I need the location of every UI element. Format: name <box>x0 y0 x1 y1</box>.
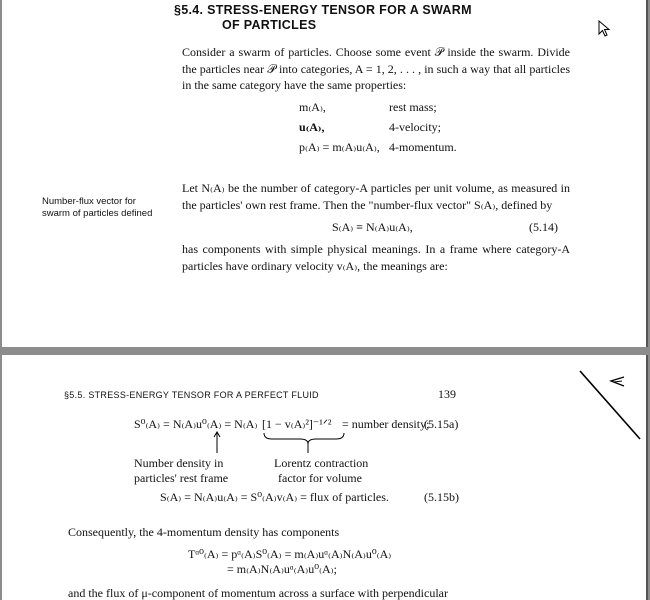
property-symbol-momentum: p₍A₎ = m₍A₎u₍A₎, <box>299 140 380 154</box>
top-page <box>2 0 648 347</box>
annotation-left-line2: particles' rest frame <box>134 471 229 485</box>
annotation-left-line1: Number density in <box>134 456 224 470</box>
equation-5-14: S₍A₎ ≡ N₍A₎u₍A₎, <box>332 220 413 234</box>
running-head: §5.5. STRESS-ENERGY TENSOR FOR A PERFECT FLUID <box>64 390 319 400</box>
mouse-cursor-icon <box>598 20 612 38</box>
property-symbol-mass: m₍A₎, <box>299 100 326 114</box>
equation-5-15a-lhs: S⁰₍A₎ = N₍A₎u⁰₍A₎ = N₍A₎ <box>134 417 258 431</box>
annotation-right-line1: Lorentz contraction <box>274 456 369 470</box>
paragraph-2: Let N₍A₎ be the number of category-A particles per unit volume, as measured in the particles' own rest frame. Then the "number-flux vector" S₍A₎, defined by <box>182 181 570 212</box>
equation-5-15a-bracket: [1 − v₍A₎²]⁻¹ᐟ² <box>262 417 332 431</box>
page-number: 139 <box>438 387 456 401</box>
paragraph-4: Consequently, the 4-momentum density has components <box>68 525 340 539</box>
paragraph-3: has components with simple physical meanings. In a frame where category-A particles have ordinary velocity v₍A₎, the meanings are: <box>182 242 570 273</box>
annotation-arrows <box>152 431 372 457</box>
section-heading-line1: §5.4. STRESS-ENERGY TENSOR FOR A SWARM <box>174 3 472 17</box>
intro-paragraph: Consider a swarm of particles. Choose some event 𝒫 inside the swarm. Divide the particles near 𝒫 into categories, A = 1, 2, . . . , in such a way that all particles in the same category have the same properties: <box>182 45 570 92</box>
equation-T-line2: = m₍A₎N₍A₎uᵅ₍A₎u⁰₍A₎; <box>227 562 337 576</box>
property-desc-velocity: 4-velocity; <box>389 120 441 134</box>
section-heading-line2: OF PARTICLES <box>222 18 317 32</box>
margin-note-line1: Number-flux vector for <box>42 196 136 207</box>
property-desc-momentum: 4-momentum. <box>389 140 457 154</box>
equation-5-15b-number: (5.15b) <box>424 490 459 504</box>
equation-5-15b: S₍A₎ = N₍A₎u₍A₎ = S⁰₍A₎v₍A₎ = flux of particles. <box>160 490 389 504</box>
property-symbol-velocity: u₍A₎, <box>299 120 325 134</box>
margin-note-line2: swarm of particles defined <box>42 208 153 219</box>
page-corner-mark-icon <box>578 365 644 443</box>
property-desc-mass: rest mass; <box>389 100 437 114</box>
paragraph-5: and the flux of μ-component of momentum across a surface with perpendicular <box>68 586 448 600</box>
bottom-page <box>2 355 648 600</box>
annotation-right-line2: factor for volume <box>278 471 362 485</box>
equation-5-15a-rhs: = number density; <box>342 417 430 431</box>
equation-T-line1: Tᵅ⁰₍A₎ = pᵅ₍A₎S⁰₍A₎ = m₍A₎uᵅ₍A₎N₍A₎u⁰₍A₎ <box>188 547 392 561</box>
equation-5-15a-number: (5.15a) <box>424 417 459 431</box>
equation-5-14-number: (5.14) <box>529 220 558 234</box>
